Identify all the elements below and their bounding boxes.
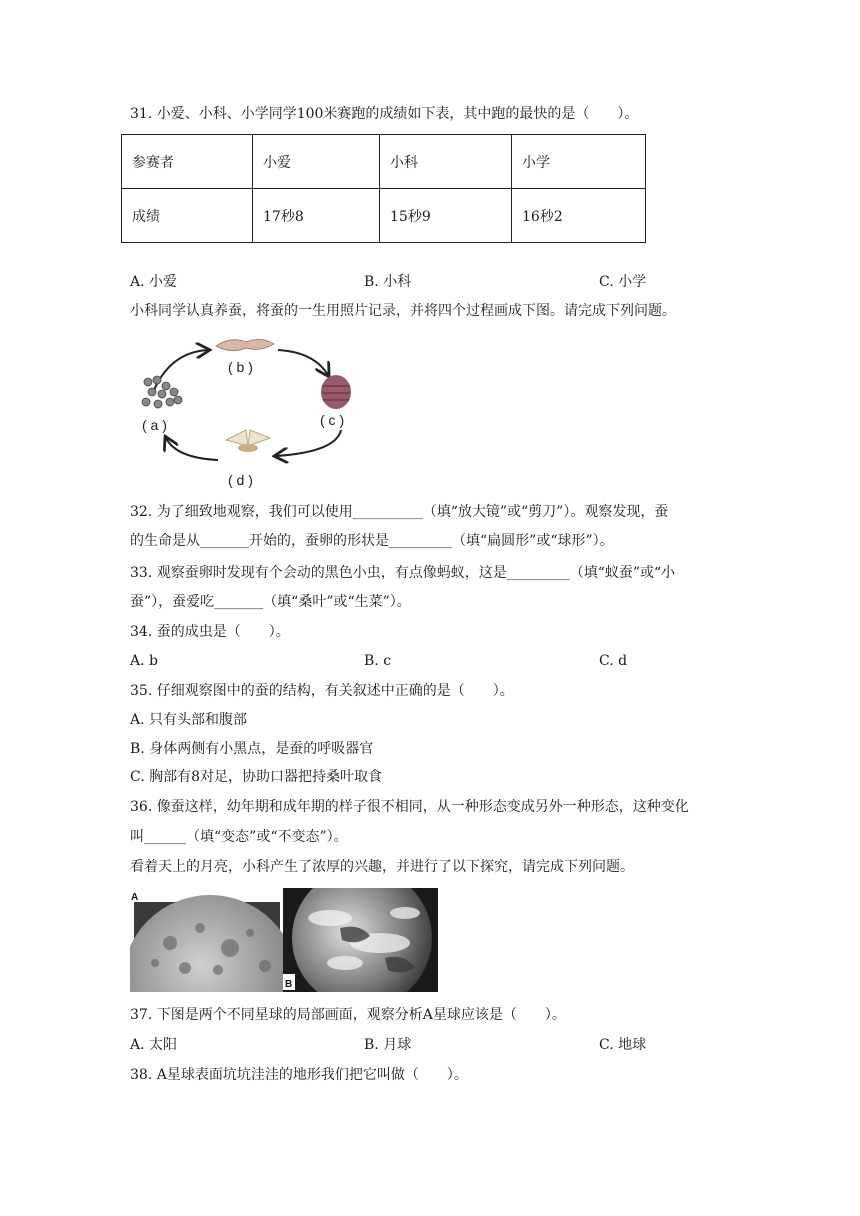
q31-stem: 31. 小爱、小科、小学同学100米赛跑的成绩如下表，其中跑的最快的是（ ）。 bbox=[130, 106, 639, 122]
table-cell: 参赛者 bbox=[122, 135, 253, 189]
moth-icon bbox=[226, 430, 270, 452]
moon-photo bbox=[130, 888, 298, 992]
silkworm-life-cycle-figure bbox=[136, 330, 376, 495]
cycle-label-d: ( d ) bbox=[228, 472, 253, 488]
eggs-icon bbox=[142, 376, 182, 408]
q32-line-1: 32. 为了细致地观察，我们可以使用__________（填“放大镜”或“剪刀”）。观察发现，蚕 bbox=[130, 504, 669, 520]
q37-option-b[interactable]: B. 月球 bbox=[364, 1037, 412, 1053]
q33-line-2: 蚕”），蚕爱吃_______（填“桑叶”或“生菜”）。 bbox=[130, 594, 411, 610]
silkworm-larva-icon bbox=[216, 339, 274, 350]
table-cell: 15秒9 bbox=[380, 189, 512, 243]
q36-line-2: 叫______（填“变态”或“不变态”）。 bbox=[130, 829, 348, 845]
results-table bbox=[121, 134, 646, 243]
table-row bbox=[122, 135, 646, 189]
table-cell: 成绩 bbox=[122, 189, 253, 243]
earth-photo bbox=[283, 888, 438, 992]
q36-line-1: 36. 像蚕这样，幼年期和成年期的样子很不相同，从一种形态变成另外一种形态，这种变化 bbox=[130, 799, 689, 815]
q37-option-c[interactable]: C. 地球 bbox=[599, 1037, 647, 1053]
q31-option-c[interactable]: C. 小学 bbox=[599, 274, 647, 290]
table-cell: 小学 bbox=[512, 135, 646, 189]
q34-option-a[interactable]: A. b bbox=[130, 653, 158, 669]
q34-stem: 34. 蚕的成虫是（ ）。 bbox=[130, 624, 290, 640]
q31-option-a[interactable]: A. 小爱 bbox=[130, 274, 178, 290]
q31-option-b[interactable]: B. 小科 bbox=[364, 274, 412, 290]
cocoon-icon bbox=[321, 375, 351, 409]
table-cell: 17秒8 bbox=[253, 189, 380, 243]
table-row bbox=[122, 189, 646, 243]
q38-stem: 38. A星球表面坑坑洼洼的地形我们把它叫做（ ）。 bbox=[130, 1067, 468, 1083]
q34-option-c[interactable]: C. d bbox=[599, 653, 628, 669]
q35-option-b[interactable]: B. 身体两侧有小黑点，是蚕的呼吸器官 bbox=[130, 741, 374, 757]
cycle-label-c: ( c ) bbox=[320, 412, 345, 428]
q34-option-b[interactable]: B. c bbox=[364, 653, 392, 669]
q37-stem: 37. 下图是两个不同星球的局部画面，观察分析A星球应该是（ ）。 bbox=[130, 1007, 566, 1023]
silkworm-intro: 小科同学认真养蚕，将蚕的一生用照片记录，并将四个过程画成下图。请完成下列问题。 bbox=[130, 303, 676, 319]
table-cell: 16秒2 bbox=[512, 189, 646, 243]
q35-option-a[interactable]: A. 只有头部和腹部 bbox=[130, 712, 248, 728]
cycle-label-a: ( a ) bbox=[142, 417, 167, 433]
q32-line-2: 的生命是从_______开始的，蚕卵的形状是_________（填“扁圆形”或“球形”）。 bbox=[130, 533, 614, 549]
q35-stem: 35. 仔细观察图中的蚕的结构，有关叙述中正确的是（ ）。 bbox=[130, 683, 514, 699]
moon-intro: 看着天上的月亮，小科产生了浓厚的兴趣，并进行了以下探究，请完成下列问题。 bbox=[130, 859, 634, 875]
planet-photos-figure bbox=[130, 888, 440, 992]
table-cell: 小科 bbox=[380, 135, 512, 189]
q35-option-c[interactable]: C. 胸部有8对足，协助口器把持桑叶取食 bbox=[130, 769, 383, 785]
table-cell: 小爱 bbox=[253, 135, 380, 189]
q37-option-a[interactable]: A. 太阳 bbox=[130, 1037, 178, 1053]
planet-label-a: A bbox=[131, 892, 139, 903]
planet-label-b: B bbox=[285, 979, 293, 990]
q33-line-1: 33. 观察蚕卵时发现有个会动的黑色小虫，有点像蚂蚁，这是_________（填“蚁蚕”或“小 bbox=[130, 565, 676, 581]
cycle-label-b: ( b ) bbox=[228, 359, 253, 375]
